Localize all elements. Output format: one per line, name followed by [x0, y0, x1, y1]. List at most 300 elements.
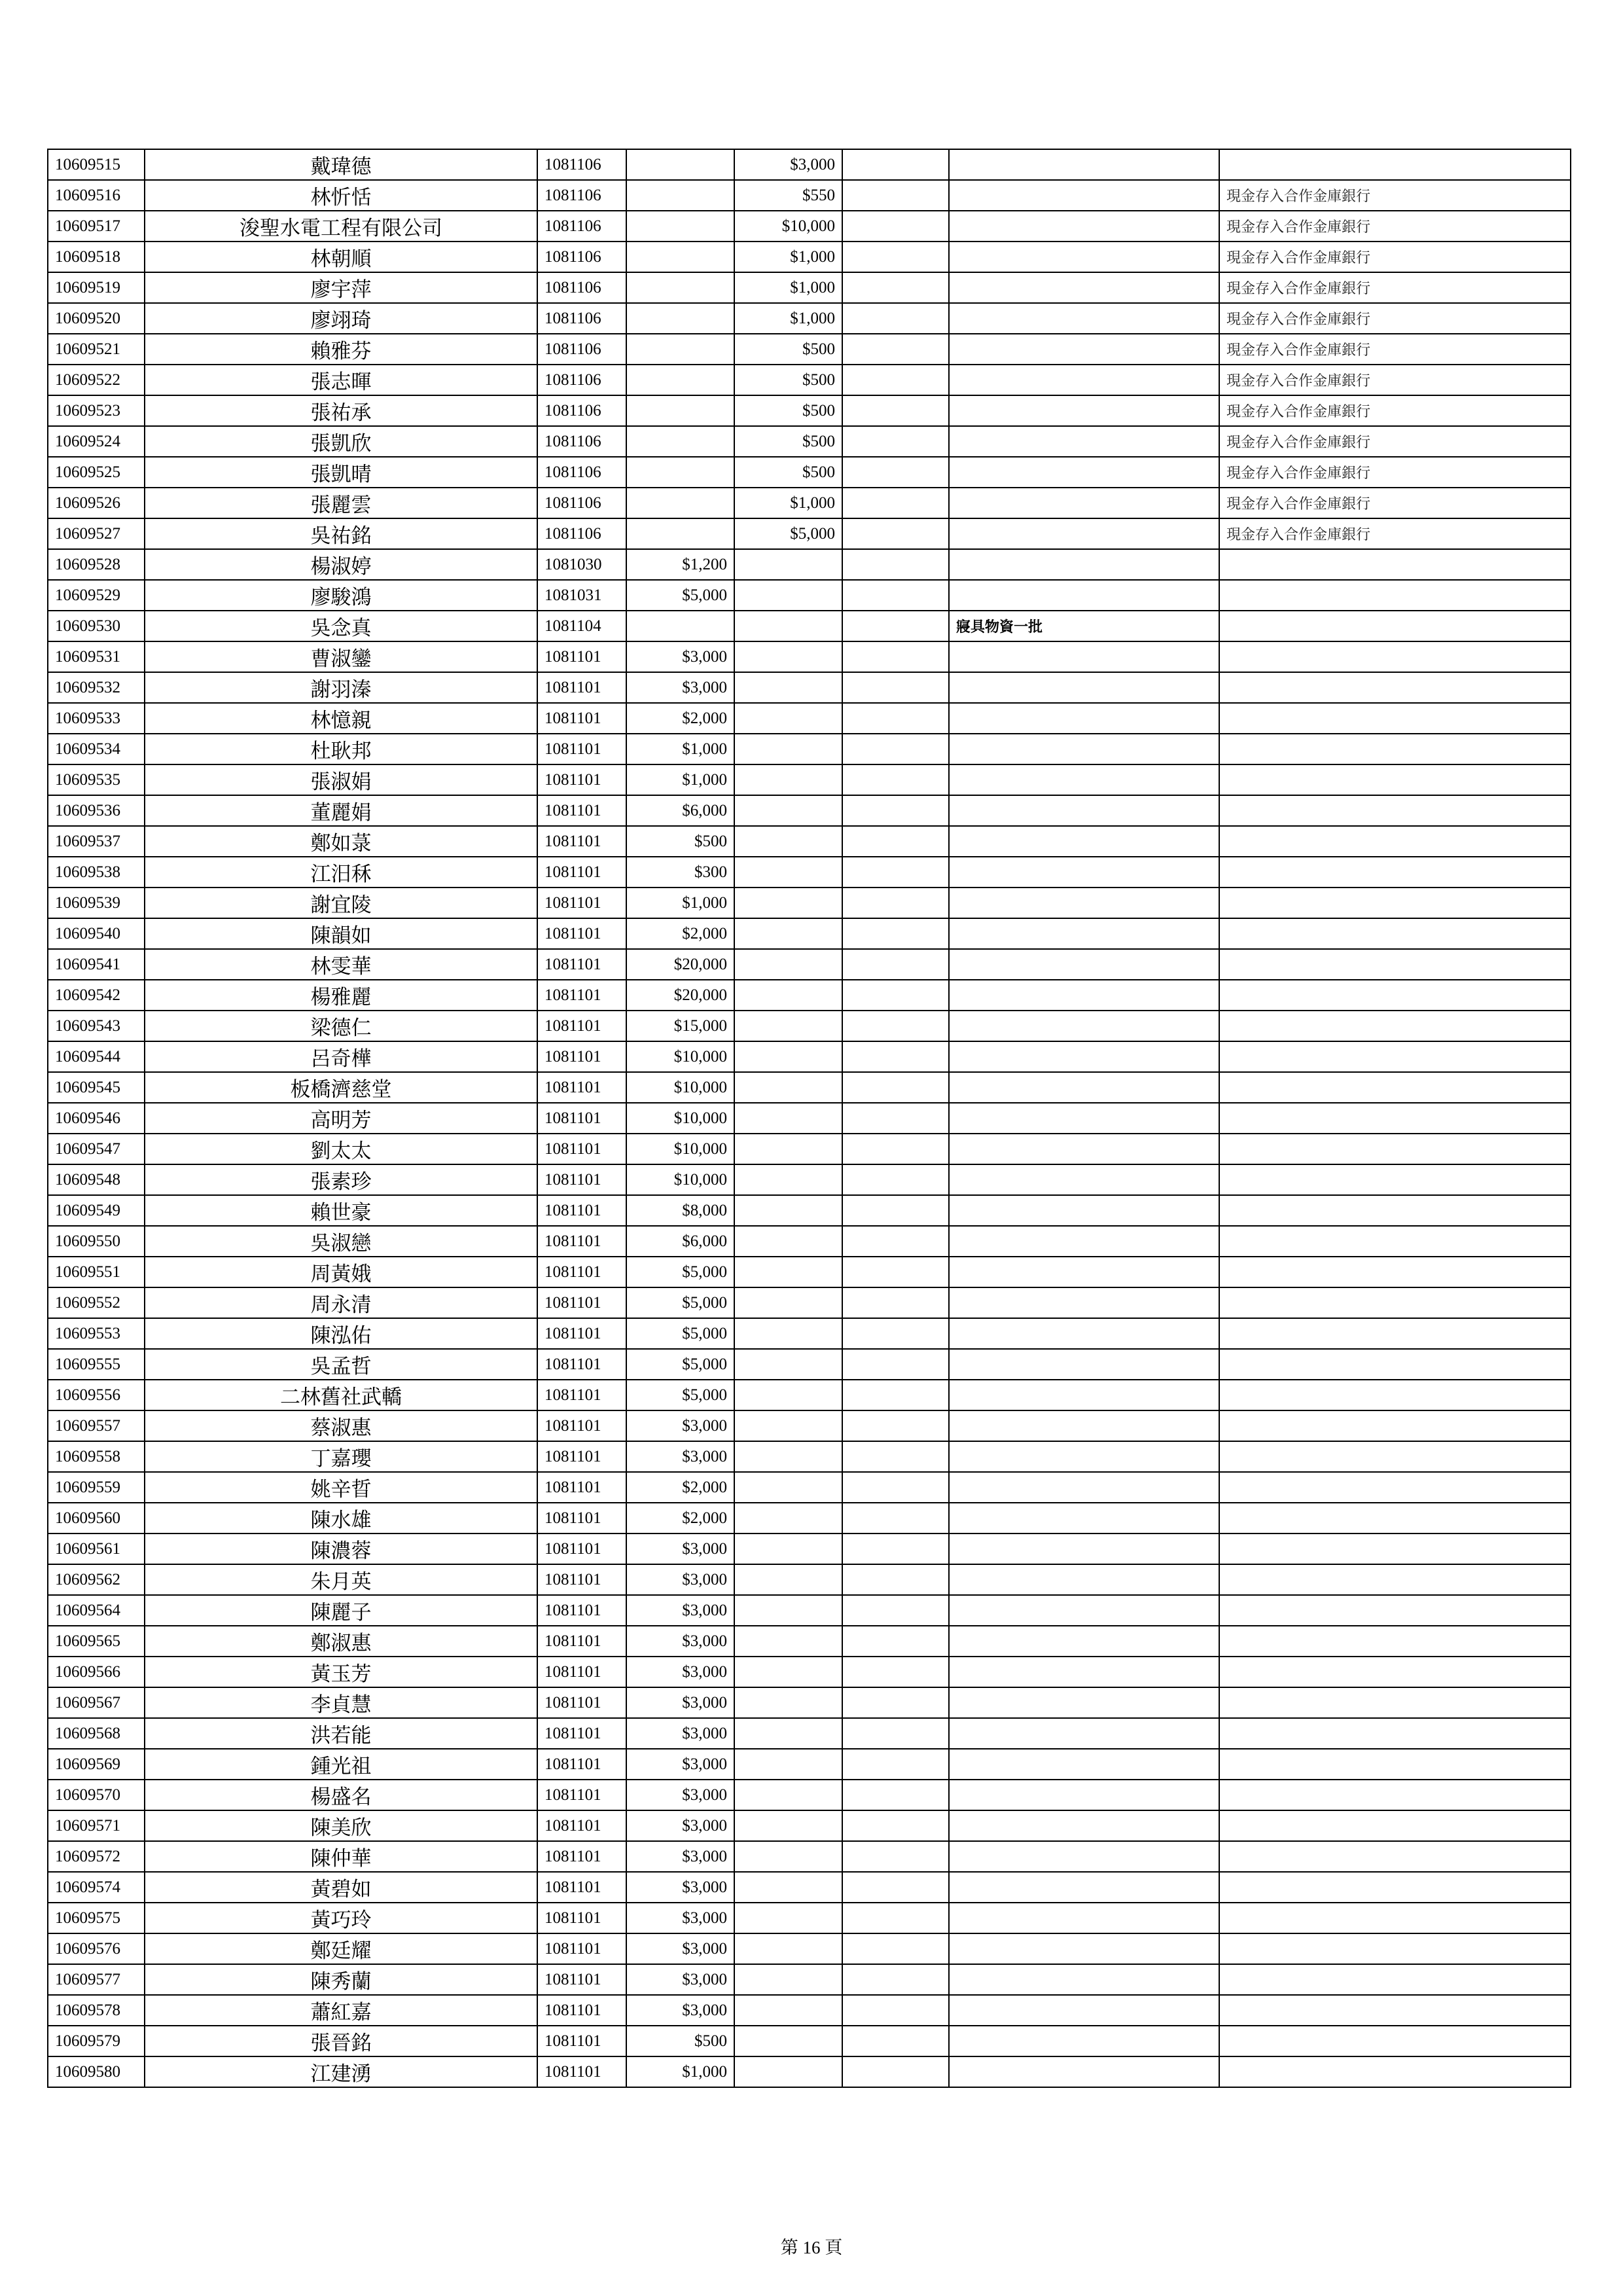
goods-description-cell [949, 1349, 1219, 1380]
amount-remit-cell [734, 1318, 842, 1349]
donation-date-cell: 1081101 [537, 641, 626, 672]
amount-remit-cell: $500 [734, 334, 842, 365]
donor-name-cell: 高明芳 [145, 1103, 537, 1134]
goods-description-cell [949, 1657, 1219, 1687]
goods-description-cell [949, 242, 1219, 272]
amount-other-cell [842, 549, 949, 580]
receipt-number-cell: 10609562 [48, 1564, 145, 1595]
donor-name-cell: 呂奇樺 [145, 1041, 537, 1072]
amount-cash-cell: $3,000 [626, 1626, 734, 1657]
remark-cell [1219, 641, 1571, 672]
receipt-number-cell: 10609567 [48, 1687, 145, 1718]
remark-cell [1219, 795, 1571, 826]
receipt-number-cell: 10609551 [48, 1257, 145, 1287]
amount-remit-cell: $500 [734, 395, 842, 426]
receipt-number-cell: 10609576 [48, 1933, 145, 1964]
amount-remit-cell [734, 1472, 842, 1503]
donation-date-cell: 1081101 [537, 1134, 626, 1164]
donor-name-cell: 吳孟哲 [145, 1349, 537, 1380]
donor-name-cell: 劉太太 [145, 1134, 537, 1164]
donation-date-cell: 1081101 [537, 1780, 626, 1810]
table-row [48, 488, 1571, 518]
goods-description-cell [949, 672, 1219, 703]
goods-description-cell [949, 826, 1219, 857]
amount-cash-cell: $3,000 [626, 1410, 734, 1441]
amount-remit-cell: $500 [734, 457, 842, 488]
goods-description-cell [949, 1503, 1219, 1534]
amount-remit-cell [734, 734, 842, 764]
goods-description-cell [949, 1257, 1219, 1287]
amount-remit-cell: $1,000 [734, 303, 842, 334]
amount-remit-cell [734, 1380, 842, 1410]
donor-name-cell: 陳美欣 [145, 1810, 537, 1841]
goods-description-cell [949, 272, 1219, 303]
donor-name-cell: 林朝順 [145, 242, 537, 272]
goods-description-cell [949, 149, 1219, 180]
amount-cash-cell: $3,000 [626, 1441, 734, 1472]
donation-date-cell: 1081106 [537, 518, 626, 549]
donation-date-cell: 1081101 [537, 1318, 626, 1349]
table-row [48, 764, 1571, 795]
donor-name-cell: 張淑娟 [145, 764, 537, 795]
amount-cash-cell: $3,000 [626, 1933, 734, 1964]
donation-date-cell: 1081101 [537, 1503, 626, 1534]
donation-date-cell: 1081101 [537, 1933, 626, 1964]
goods-description-cell [949, 734, 1219, 764]
amount-cash-cell [626, 242, 734, 272]
receipt-number-cell: 10609540 [48, 918, 145, 949]
table-row [48, 395, 1571, 426]
remark-cell [1219, 1472, 1571, 1503]
amount-cash-cell: $5,000 [626, 1380, 734, 1410]
goods-description-cell [949, 1810, 1219, 1841]
amount-remit-cell: $500 [734, 426, 842, 457]
donation-date-cell: 1081106 [537, 426, 626, 457]
amount-remit-cell: $1,000 [734, 242, 842, 272]
amount-remit-cell [734, 1349, 842, 1380]
receipt-number-cell: 10609572 [48, 1841, 145, 1872]
amount-remit-cell [734, 1195, 842, 1226]
table-row [48, 1041, 1571, 1072]
amount-remit-cell: $3,000 [734, 149, 842, 180]
table-row [48, 580, 1571, 611]
amount-cash-cell [626, 611, 734, 641]
table-row [48, 1903, 1571, 1933]
remark-cell [1219, 1810, 1571, 1841]
table-row [48, 1749, 1571, 1780]
remark-cell [1219, 1903, 1571, 1933]
donor-name-cell: 陳濃蓉 [145, 1534, 537, 1564]
amount-remit-cell [734, 795, 842, 826]
amount-remit-cell [734, 1534, 842, 1564]
amount-cash-cell [626, 426, 734, 457]
remark-cell [1219, 764, 1571, 795]
goods-description-cell [949, 641, 1219, 672]
goods-description-cell [949, 1933, 1219, 1964]
donation-date-cell: 1081101 [537, 1103, 626, 1134]
donor-name-cell: 周永清 [145, 1287, 537, 1318]
receipt-number-cell: 10609542 [48, 980, 145, 1011]
amount-remit-cell [734, 1780, 842, 1810]
table-row [48, 1810, 1571, 1841]
amount-cash-cell: $3,000 [626, 1534, 734, 1564]
table-row [48, 549, 1571, 580]
amount-remit-cell [734, 764, 842, 795]
amount-cash-cell [626, 149, 734, 180]
donor-name-cell: 張晉銘 [145, 2026, 537, 2056]
remark-cell: 現金存入合作金庫銀行 [1219, 211, 1571, 242]
amount-remit-cell [734, 1226, 842, 1257]
amount-remit-cell [734, 1810, 842, 1841]
table-row [48, 1349, 1571, 1380]
goods-description-cell [949, 518, 1219, 549]
amount-other-cell [842, 2026, 949, 2056]
goods-description-cell [949, 1903, 1219, 1933]
donation-date-cell: 1081101 [537, 795, 626, 826]
donor-name-cell: 吳淑戀 [145, 1226, 537, 1257]
donor-name-cell: 戴瑋德 [145, 149, 537, 180]
amount-cash-cell: $8,000 [626, 1195, 734, 1226]
remark-cell [1219, 888, 1571, 918]
donor-name-cell: 板橋濟慈堂 [145, 1072, 537, 1103]
receipt-number-cell: 10609578 [48, 1995, 145, 2026]
amount-cash-cell: $3,000 [626, 1718, 734, 1749]
ledger-body [48, 149, 1571, 2087]
amount-cash-cell [626, 303, 734, 334]
goods-description-cell [949, 426, 1219, 457]
receipt-number-cell: 10609527 [48, 518, 145, 549]
receipt-number-cell: 10609546 [48, 1103, 145, 1134]
remark-cell: 現金存入合作金庫銀行 [1219, 395, 1571, 426]
table-row [48, 1380, 1571, 1410]
amount-cash-cell: $6,000 [626, 1226, 734, 1257]
table-row [48, 1687, 1571, 1718]
amount-cash-cell: $5,000 [626, 1318, 734, 1349]
amount-remit-cell [734, 1749, 842, 1780]
remark-cell [1219, 2056, 1571, 2087]
goods-description-cell [949, 334, 1219, 365]
amount-cash-cell: $3,000 [626, 1687, 734, 1718]
donation-date-cell: 1081101 [537, 764, 626, 795]
amount-remit-cell [734, 1964, 842, 1995]
donation-date-cell: 1081101 [537, 1841, 626, 1872]
amount-cash-cell: $2,000 [626, 918, 734, 949]
amount-remit-cell [734, 918, 842, 949]
donor-name-cell: 洪若能 [145, 1718, 537, 1749]
donor-name-cell: 林雯華 [145, 949, 537, 980]
amount-remit-cell [734, 641, 842, 672]
receipt-number-cell: 10609533 [48, 703, 145, 734]
receipt-number-cell: 10609521 [48, 334, 145, 365]
amount-other-cell [842, 1410, 949, 1441]
receipt-number-cell: 10609516 [48, 180, 145, 211]
goods-description-cell [949, 549, 1219, 580]
goods-description-cell [949, 1472, 1219, 1503]
goods-description-cell [949, 1534, 1219, 1564]
donation-date-cell: 1081101 [537, 1718, 626, 1749]
amount-remit-cell [734, 672, 842, 703]
table-row [48, 2056, 1571, 2087]
amount-cash-cell: $3,000 [626, 1964, 734, 1995]
receipt-number-cell: 10609574 [48, 1872, 145, 1903]
amount-other-cell [842, 1718, 949, 1749]
donor-name-cell: 張凱欣 [145, 426, 537, 457]
donor-name-cell: 梁德仁 [145, 1011, 537, 1041]
amount-cash-cell: $10,000 [626, 1041, 734, 1072]
table-row [48, 1103, 1571, 1134]
remark-cell [1219, 2026, 1571, 2056]
goods-description-cell [949, 457, 1219, 488]
amount-cash-cell: $3,000 [626, 1841, 734, 1872]
amount-other-cell [842, 826, 949, 857]
receipt-number-cell: 10609524 [48, 426, 145, 457]
remark-cell [1219, 672, 1571, 703]
amount-remit-cell [734, 1287, 842, 1318]
amount-other-cell [842, 303, 949, 334]
amount-other-cell [842, 1195, 949, 1226]
donor-name-cell: 朱月英 [145, 1564, 537, 1595]
donor-name-cell: 吳祐銘 [145, 518, 537, 549]
amount-other-cell [842, 764, 949, 795]
amount-remit-cell: $5,000 [734, 518, 842, 549]
donor-name-cell: 廖翊琦 [145, 303, 537, 334]
receipt-number-cell: 10609552 [48, 1287, 145, 1318]
table-row [48, 949, 1571, 980]
donor-name-cell: 張素珍 [145, 1164, 537, 1195]
amount-cash-cell [626, 518, 734, 549]
amount-cash-cell: $1,000 [626, 734, 734, 764]
table-row [48, 518, 1571, 549]
amount-cash-cell [626, 334, 734, 365]
goods-description-cell [949, 1626, 1219, 1657]
remark-cell: 現金存入合作金庫銀行 [1219, 365, 1571, 395]
amount-cash-cell: $500 [626, 2026, 734, 2056]
table-row [48, 1841, 1571, 1872]
amount-other-cell [842, 2056, 949, 2087]
amount-remit-cell: $1,000 [734, 272, 842, 303]
goods-description-cell [949, 395, 1219, 426]
receipt-number-cell: 10609555 [48, 1349, 145, 1380]
donor-name-cell: 張祐承 [145, 395, 537, 426]
donor-name-cell: 鄭淑惠 [145, 1626, 537, 1657]
remark-cell [1219, 1564, 1571, 1595]
receipt-number-cell: 10609553 [48, 1318, 145, 1349]
amount-cash-cell [626, 180, 734, 211]
remark-cell [1219, 1534, 1571, 1564]
remark-cell [1219, 1718, 1571, 1749]
donor-name-cell: 楊盛名 [145, 1780, 537, 1810]
amount-remit-cell [734, 1718, 842, 1749]
receipt-number-cell: 10609579 [48, 2026, 145, 2056]
amount-remit-cell [734, 1164, 842, 1195]
table-row [48, 980, 1571, 1011]
receipt-number-cell: 10609522 [48, 365, 145, 395]
receipt-number-cell: 10609530 [48, 611, 145, 641]
amount-remit-cell [734, 1841, 842, 1872]
amount-other-cell [842, 488, 949, 518]
amount-other-cell [842, 242, 949, 272]
goods-description-cell [949, 795, 1219, 826]
remark-cell [1219, 1872, 1571, 1903]
amount-cash-cell: $2,000 [626, 1472, 734, 1503]
donor-name-cell: 林憶親 [145, 703, 537, 734]
amount-remit-cell [734, 1995, 842, 2026]
donation-date-cell: 1081106 [537, 334, 626, 365]
goods-description-cell [949, 1964, 1219, 1995]
receipt-number-cell: 10609539 [48, 888, 145, 918]
table-row [48, 2026, 1571, 2056]
remark-cell: 現金存入合作金庫銀行 [1219, 303, 1571, 334]
table-row [48, 365, 1571, 395]
donation-date-cell: 1081101 [537, 1011, 626, 1041]
amount-cash-cell: $10,000 [626, 1072, 734, 1103]
receipt-number-cell: 10609566 [48, 1657, 145, 1687]
donation-date-cell: 1081101 [537, 1749, 626, 1780]
donation-date-cell: 1081101 [537, 949, 626, 980]
goods-description-cell [949, 2056, 1219, 2087]
donation-date-cell: 1081101 [537, 980, 626, 1011]
table-row [48, 1287, 1571, 1318]
amount-other-cell [842, 365, 949, 395]
amount-other-cell [842, 888, 949, 918]
remark-cell [1219, 1318, 1571, 1349]
goods-description-cell [949, 1841, 1219, 1872]
table-row [48, 242, 1571, 272]
goods-description-cell [949, 1749, 1219, 1780]
donation-ledger-table [47, 149, 1571, 2088]
remark-cell [1219, 703, 1571, 734]
goods-description-cell [949, 1318, 1219, 1349]
amount-remit-cell [734, 703, 842, 734]
donation-date-cell: 1081101 [537, 703, 626, 734]
remark-cell [1219, 1780, 1571, 1810]
amount-cash-cell: $5,000 [626, 1287, 734, 1318]
table-row [48, 272, 1571, 303]
donor-name-cell: 鄭廷耀 [145, 1933, 537, 1964]
donor-name-cell: 賴世豪 [145, 1195, 537, 1226]
remark-cell [1219, 149, 1571, 180]
amount-other-cell [842, 1103, 949, 1134]
receipt-number-cell: 10609536 [48, 795, 145, 826]
remark-cell [1219, 1410, 1571, 1441]
receipt-number-cell: 10609541 [48, 949, 145, 980]
donor-name-cell: 蔡淑惠 [145, 1410, 537, 1441]
donation-date-cell: 1081101 [537, 1564, 626, 1595]
goods-description-cell [949, 1441, 1219, 1472]
table-row [48, 1595, 1571, 1626]
amount-remit-cell [734, 1257, 842, 1287]
goods-description-cell [949, 1134, 1219, 1164]
amount-cash-cell: $3,000 [626, 672, 734, 703]
receipt-number-cell: 10609550 [48, 1226, 145, 1257]
amount-cash-cell: $2,000 [626, 703, 734, 734]
receipt-number-cell: 10609570 [48, 1780, 145, 1810]
remark-cell [1219, 549, 1571, 580]
table-row [48, 180, 1571, 211]
table-row [48, 1503, 1571, 1534]
amount-cash-cell: $3,000 [626, 1903, 734, 1933]
donation-date-cell: 1081106 [537, 303, 626, 334]
donation-date-cell: 1081101 [537, 1534, 626, 1564]
amount-cash-cell: $1,000 [626, 2056, 734, 2087]
remark-cell [1219, 1257, 1571, 1287]
remark-cell [1219, 949, 1571, 980]
receipt-number-cell: 10609565 [48, 1626, 145, 1657]
amount-remit-cell [734, 1041, 842, 1072]
table-row [48, 1626, 1571, 1657]
amount-cash-cell: $3,000 [626, 1749, 734, 1780]
amount-remit-cell [734, 1872, 842, 1903]
amount-other-cell [842, 1749, 949, 1780]
amount-remit-cell [734, 580, 842, 611]
amount-remit-cell [734, 1072, 842, 1103]
goods-description-cell [949, 211, 1219, 242]
remark-cell [1219, 1041, 1571, 1072]
amount-other-cell [842, 1903, 949, 1933]
receipt-number-cell: 10609520 [48, 303, 145, 334]
receipt-number-cell: 10609538 [48, 857, 145, 888]
receipt-number-cell: 10609532 [48, 672, 145, 703]
donation-date-cell: 1081101 [537, 826, 626, 857]
donation-date-cell: 1081030 [537, 549, 626, 580]
amount-remit-cell: $1,000 [734, 488, 842, 518]
donation-date-cell: 1081101 [537, 857, 626, 888]
amount-other-cell [842, 1872, 949, 1903]
goods-description-cell [949, 1380, 1219, 1410]
remark-cell [1219, 1657, 1571, 1687]
donation-date-cell: 1081106 [537, 395, 626, 426]
table-row [48, 641, 1571, 672]
amount-cash-cell: $1,000 [626, 764, 734, 795]
amount-cash-cell: $3,000 [626, 1780, 734, 1810]
goods-description-cell [949, 1564, 1219, 1595]
donation-date-cell: 1081101 [537, 1595, 626, 1626]
remark-cell [1219, 1103, 1571, 1134]
amount-remit-cell [734, 1011, 842, 1041]
table-row [48, 1780, 1571, 1810]
goods-description-cell [949, 1072, 1219, 1103]
receipt-number-cell: 10609571 [48, 1810, 145, 1841]
amount-remit-cell [734, 1903, 842, 1933]
remark-cell [1219, 1503, 1571, 1534]
receipt-number-cell: 10609577 [48, 1964, 145, 1995]
table-row [48, 1164, 1571, 1195]
table-row [48, 1318, 1571, 1349]
receipt-number-cell: 10609556 [48, 1380, 145, 1410]
remark-cell: 現金存入合作金庫銀行 [1219, 180, 1571, 211]
table-row [48, 1195, 1571, 1226]
goods-description-cell [949, 1011, 1219, 1041]
remark-cell [1219, 1626, 1571, 1657]
remark-cell [1219, 1195, 1571, 1226]
amount-cash-cell: $6,000 [626, 795, 734, 826]
goods-description-cell [949, 1164, 1219, 1195]
remark-cell [1219, 1441, 1571, 1472]
donation-date-cell: 1081101 [537, 918, 626, 949]
amount-other-cell [842, 580, 949, 611]
table-row [48, 1718, 1571, 1749]
amount-cash-cell: $20,000 [626, 980, 734, 1011]
table-row [48, 1657, 1571, 1687]
receipt-number-cell: 10609544 [48, 1041, 145, 1072]
receipt-number-cell: 10609529 [48, 580, 145, 611]
amount-remit-cell [734, 1626, 842, 1657]
donation-date-cell: 1081101 [537, 1903, 626, 1933]
amount-remit-cell [734, 1134, 842, 1164]
amount-remit-cell [734, 980, 842, 1011]
goods-description-cell [949, 1287, 1219, 1318]
donor-name-cell: 陳秀蘭 [145, 1964, 537, 1995]
